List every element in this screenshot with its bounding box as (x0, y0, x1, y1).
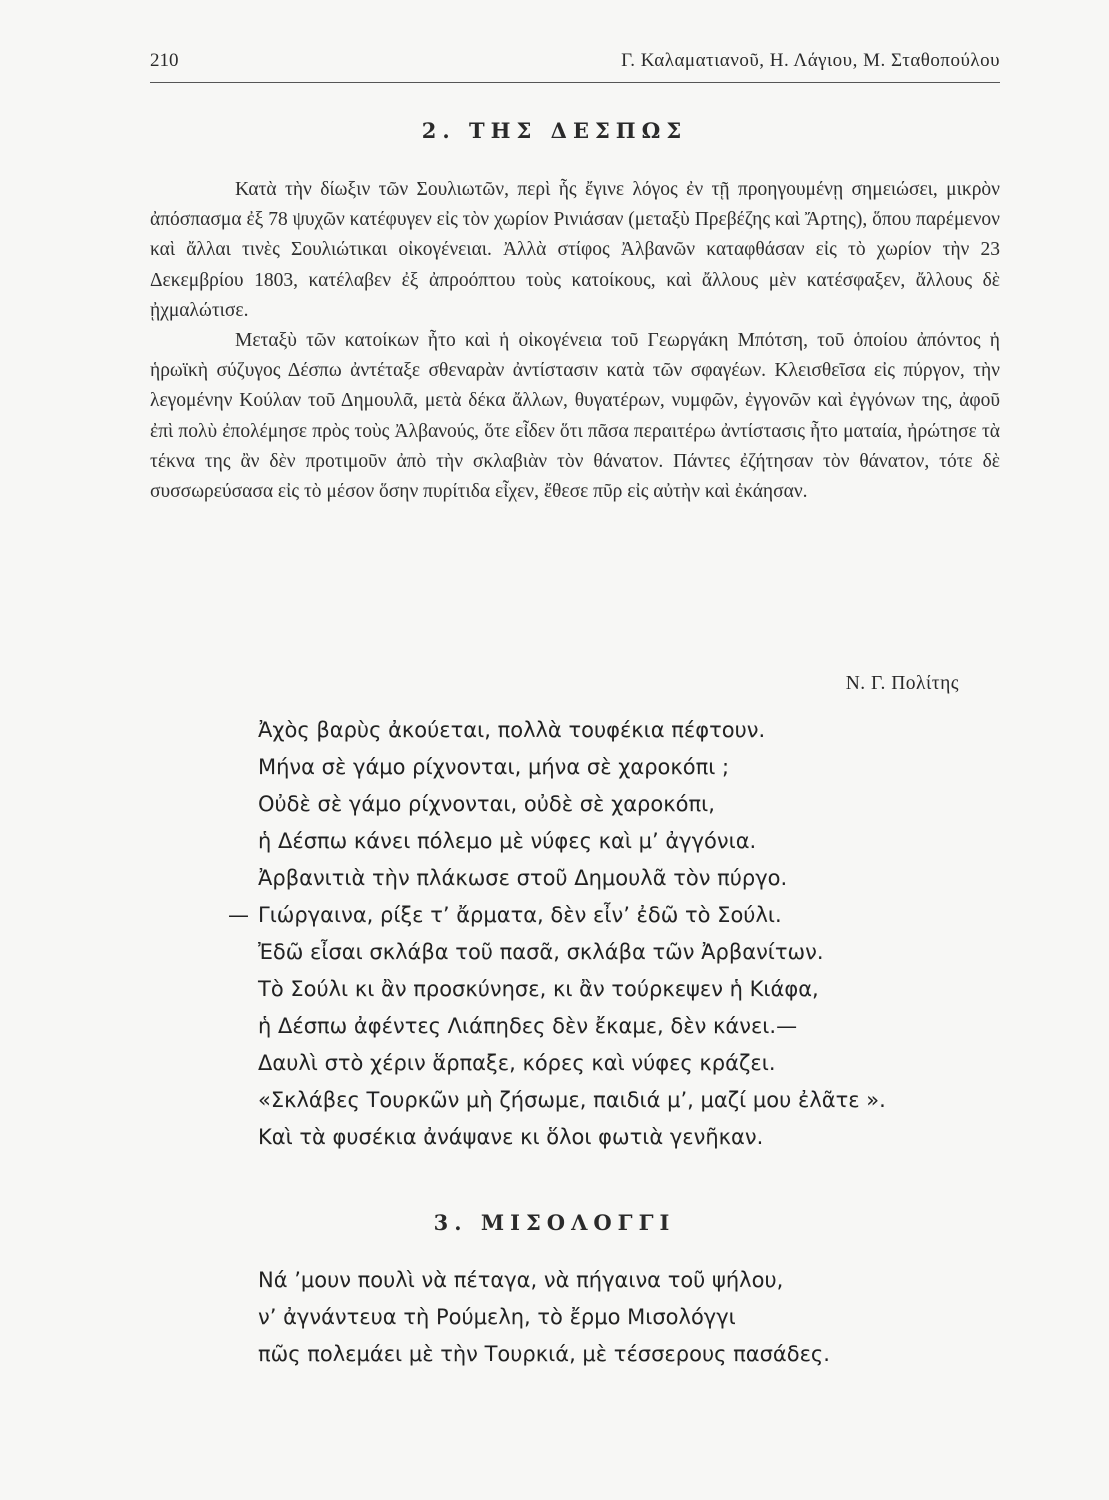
page-header (150, 48, 1000, 83)
poem-line: Ἀρβανιτιὰ τὴν πλάκωσε στοῦ Δημουλᾶ τὸν πύργο. (258, 866, 788, 890)
section-title-despos: 2. ΤΗΣ ΔΕΣΠΩΣ (421, 118, 688, 143)
dialogue-dash: — (228, 903, 249, 927)
poem-line: Τὸ Σούλι κι ἂν προσκύνησε, κι ἂν τούρκεψεν ἡ Κιάφα, (258, 977, 819, 1001)
author-signature: Ν. Γ. Πολίτης (845, 673, 959, 694)
poem-line: ἡ Δέσπω ἀφέντες Λιάπηδες δὲν ἔκαμε, δὲν κάνει.— (258, 1014, 798, 1038)
poem-line: Μήνα σὲ γάμο ρίχνονται, μήνα σὲ χαροκόπι ; (258, 755, 730, 779)
poem-line: Δαυλὶ στὸ χέριν ἅρπαξε, κόρες καὶ νύφες κράζει. (258, 1051, 776, 1075)
paragraph: Μεταξὺ τῶν κατοίκων ἦτο καὶ ἡ οἰκογένεια τοῦ Γεωργάκη Μπότση, τοῦ ὁποίου ἀπόντος ἡ ἡρωϊκὴ σύζυγος Δέσπω ἀντέταξε σθεναρὰν ἀντίστασιν κατὰ τῶν σφαγέων. Κλεισθεῖσα εἰς πύργον, τὴν λεγομένην Κούλαν τοῦ Δημουλᾶ, μετὰ δέκα ἄλλων, θυγατέρων, νυμφῶν, ἐγγονῶν καὶ ἐγγόνων της, ἀφοῦ ἐπὶ πολὺ ἐπολέμησε πρὸς τοὺς Ἀλβανούς, ὅτε εἶδεν ὅτι πᾶσα περαιτέρω ἀντίστασις ἦτο ματαία, ἠρώτησε τὰ τέκνα της ἂν δὲν προτιμοῦν ἀπὸ τὴν σκλαβιὰν τὸν θάνατον. Πάντες ἐζήτησαν τὸν θάνατον, τότε δὲ συσσωρεύσασα εἰς τὸ μέσον ὅσην πυρίτιδα εἶχεν, ἔθεσε πῦρ εἰς αὐτὴν καὶ ἐκάησαν. (150, 330, 1000, 503)
poem-line: πῶς πολεμάει μὲ τὴν Τουρκιά, μὲ τέσσερους πασάδες. (258, 1342, 830, 1366)
running-head: Γ. Καλαματιανοῦ, Η. Λάγιου, Μ. Σταθοπούλου (621, 50, 1000, 71)
poem-line: ν’ ἀγνάντευα τὴ Ρούμελη, τὸ ἔρμο Μισολόγγι (258, 1305, 736, 1329)
poem-line: Ἐδῶ εἶσαι σκλάβα τοῦ πασᾶ, σκλάβα τῶν Ἀρβανίτων. (258, 940, 824, 964)
poem-line: Νά ’μουν πουλὶ νὰ πέταγα, νὰ πήγαινα τοῦ ψήλου, (258, 1268, 784, 1292)
poem-line: «Σκλάβες Τουρκῶν μὴ ζήσωμε, παιδιά μ’, μαζί μου ἐλᾶτε ». (258, 1088, 886, 1112)
poem-line: Ἀχὸς βαρὺς ἀκούεται, πολλὰ τουφέκια πέφτουν. (258, 718, 766, 742)
section-title-mesolonghi: 3. ΜΙΣΟΛΟΓΓΙ (433, 1210, 676, 1235)
poem-line: Οὐδὲ σὲ γάμο ρίχνονται, οὐδὲ σὲ χαροκόπι, (258, 792, 715, 816)
poem-line: Γιώργαινα, ρίξε τ’ ἄρματα, δὲν εἶν’ ἐδῶ τὸ Σούλι. (258, 903, 782, 927)
poem-line: ἡ Δέσπω κάνει πόλεμο μὲ νύφες καὶ μ’ ἀγγόνια. (258, 829, 757, 853)
paragraph: Κατὰ τὴν δίωξιν τῶν Σουλιωτῶν, περὶ ἧς ἔγινε λόγος ἐν τῇ προηγουμένῃ σημειώσει, μικρὸν ἀπόσπασμα ἐξ 78 ψυχῶν κατέφυγεν εἰς τὸν χωρίον Ρινιάσαν (μεταξὺ Πρεβέζης καὶ Ἄρτης), ὅπου παρέμενον καὶ ἄλλαι τινὲς Σουλιώτικαι οἰκογένειαι. Ἀλλὰ στίφος Ἀλβανῶν καταφθάσαν εἰς τὸ χωρίον τὴν 23 Δεκεμβρίου 1803, κατέλαβεν ἐξ ἀπροόπτου τοὺς κατοίκους, καὶ ἄλλους μὲν κατέσφαξεν, ἄλλους δὲ ᾐχμαλώτισε. (150, 179, 1000, 321)
prose-block (150, 175, 1000, 507)
poem-line: Καὶ τὰ φυσέκια ἀνάψανε κι ὅλοι φωτιὰ γενῆκαν. (258, 1125, 764, 1149)
page-number: 210 (150, 50, 179, 71)
